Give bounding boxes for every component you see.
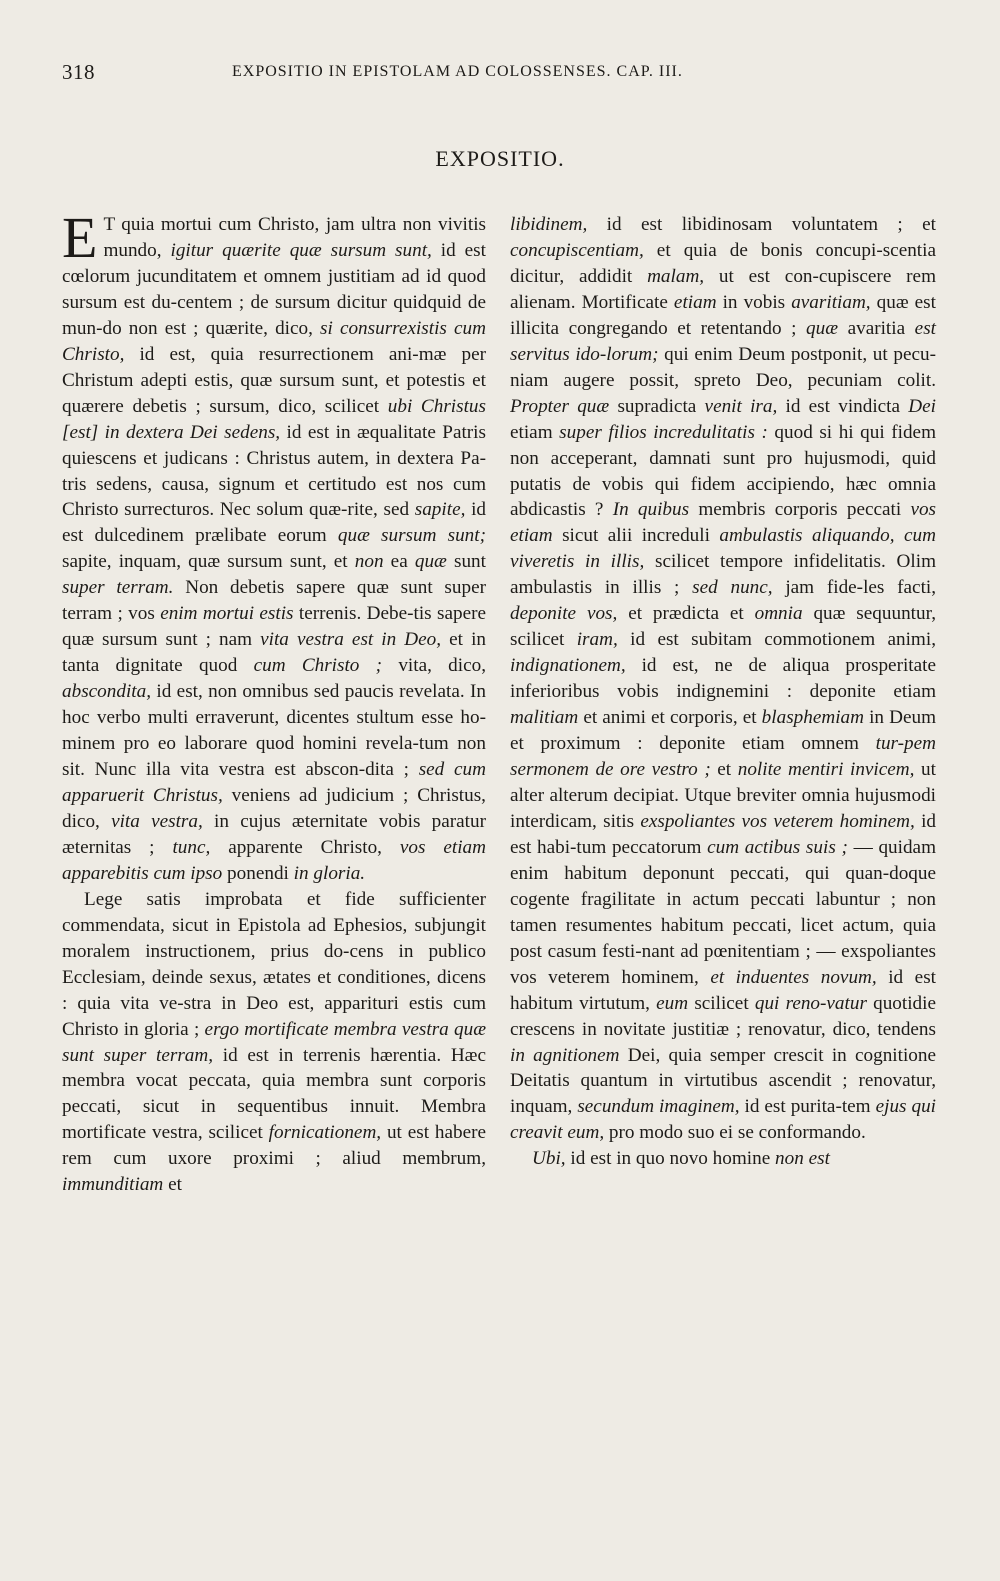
italic-run: In quibus <box>612 499 690 521</box>
text-run: sunt <box>446 551 486 573</box>
text-run: in Deum et proximum : deponite etiam omnem <box>510 707 936 755</box>
italic-run: tunc, <box>172 836 211 858</box>
page-number: 318 <box>62 60 95 84</box>
text-run: ut alter alterum decipiat. Utque breviter omnia hujusmodi interdicam, sitis <box>510 759 936 832</box>
italic-run: qui reno-vatur <box>754 992 867 1014</box>
text-run: avaritia <box>838 317 915 339</box>
text-run: id est, quia resurrectionem ani-mæ per Christum adepti estis, quæ sursum sunt, et potestis et quærere debetis ; sursum, dico, scilicet <box>62 343 486 417</box>
italic-run: non est <box>775 1148 830 1170</box>
text-run: et <box>163 1174 182 1196</box>
text-run: et animi et corporis, et <box>578 707 762 729</box>
text-run: Dei, quia semper crescit in cognitione Deitatis quantum in virtutibus ascendit ; renovatur, inquam, <box>510 1044 937 1118</box>
italic-run: ambulastis aliquando, cum viveretis in illis, <box>510 525 936 573</box>
italic-run: et induentes novum, <box>710 966 877 988</box>
text-run: T quia mortui cum Christo, jam ultra non vivitis mundo, <box>103 214 486 261</box>
text-run: etiam <box>510 421 560 443</box>
italic-run: ejus qui creavit eum, <box>510 1096 936 1144</box>
text-run: sapite, inquam, quæ sursum sunt, et <box>62 551 355 573</box>
italic-run: si consurrexistis cum Christo, <box>62 317 486 365</box>
italic-run: malitiam <box>510 707 579 729</box>
text-run: id est cœlorum jucunditatem et omnem justitiam ad id quod sursum est du-centem ; de sursum dicitur quidquid de mun-do non est ; quærite, dico, <box>62 239 486 339</box>
italic-run: cum Christo ; <box>253 655 383 677</box>
italic-run: indignationem, <box>510 655 626 677</box>
drop-cap: E <box>62 205 98 270</box>
italic-run: vos etiam <box>510 499 937 547</box>
text-run: supradicta <box>609 395 705 417</box>
paragraph <box>510 212 936 1146</box>
italic-run: enim mortui estis <box>160 603 294 625</box>
italic-run: super filios incredulitatis : <box>559 421 768 443</box>
text-run: ut est habere rem cum uxore proximi ; aliud membrum, <box>62 1122 486 1170</box>
italic-run: nolite mentiri invicem, <box>737 759 915 781</box>
text-run: scilicet tempore infidelitatis. Olim ambulastis in illis ; <box>510 551 936 599</box>
text-run: et <box>710 759 738 781</box>
italic-run: secundum imaginem, <box>577 1096 740 1118</box>
text-run: id est subitam commotionem animi, <box>617 629 936 651</box>
text-run: scilicet <box>688 992 755 1014</box>
italic-run: vita vestra, <box>111 810 203 832</box>
italic-run: malam, <box>647 265 705 287</box>
italic-run: igitur quærite quæ sursum sunt, <box>170 239 432 261</box>
running-head <box>62 60 932 90</box>
paragraph <box>62 205 487 887</box>
paragraph <box>62 887 486 1198</box>
italic-run: eum <box>656 992 689 1014</box>
italic-run: vita vestra est in Deo, <box>260 629 442 651</box>
italic-run: sed nunc, <box>692 577 773 599</box>
italic-run: in agnitionem <box>510 1044 620 1066</box>
text-run: id est, ne de aliqua prosperitate inferioribus vobis indignemini : deponite etiam <box>510 655 936 703</box>
text-run: id est in æqualitate Patris quiescens et judicans : Christus autem, in dextera Pa-tris sedens, causa, signum et certitudo est nos cum Christo surrecturos. Nec solum quæ-rite, sed <box>62 421 486 521</box>
paragraph-text <box>62 205 487 884</box>
left-column <box>62 205 487 1198</box>
italic-run: iram, <box>576 629 618 651</box>
italic-run: Propter quæ <box>510 395 610 417</box>
italic-run: est servitus ido-lorum; <box>510 317 936 365</box>
text-run: ut est con-cupiscere rem alienam. Mortificate <box>510 265 936 313</box>
italic-run: libidinem, <box>510 214 588 235</box>
italic-run: etiam <box>673 291 717 313</box>
italic-run: immunditiam <box>62 1174 164 1196</box>
italic-run: Ubi, <box>532 1148 566 1170</box>
text-run: id est habitum virtutum, <box>510 966 936 1014</box>
text-run: et in tanta dignitate quod <box>62 629 486 677</box>
text-run: membris corporis peccati <box>689 499 911 521</box>
italic-run: non <box>354 551 384 573</box>
italic-run: quæ <box>806 317 839 339</box>
text-run: id est, non omnibus sed paucis revelata. In hoc verbo multi erraverunt, dicentes stultum esse ho-minem pro eo laborare quod homini revela-tum non sit. Nunc illa vita vestra est abscon-dita ; <box>62 681 486 781</box>
text-run: quotidie crescens in novitate justitiæ ; renovatur, dico, tendens <box>510 992 936 1040</box>
italic-run: concupiscentiam, <box>510 239 644 261</box>
text-run: id est in quo novo homine <box>565 1148 776 1170</box>
text-run: id est dulcedinem prælibate eorum <box>62 499 486 547</box>
text-run: — quidam enim habitum deponunt peccati, qui quan-doque cogente fragilitate in actum peccati labuntur ; non tamen resumentes habitum peccati, licet actum, quia post casum festi-nant ad pœnitentiam ; — exspoliantes vos veterem hominem, <box>510 836 936 988</box>
italic-run: omnia <box>754 603 803 625</box>
italic-run: Dei <box>908 395 936 417</box>
text-run: id est purita-tem <box>739 1096 876 1118</box>
text-run: id est habi-tum peccatorum <box>510 810 936 858</box>
text-run: quod si hi qui fidem non acceperant, damnati sunt pro hujusmodi, quid putatis de vobis qui fidem accipiendo, hæc omnia abdicastis ? <box>510 421 936 521</box>
text-run: terrenis. Debe-tis sapere quæ sursum sunt ; nam <box>62 603 486 651</box>
italic-run: super terram. <box>62 577 174 599</box>
italic-run: vos etiam apparebitis cum ipso <box>62 836 487 884</box>
text-run: id est libidinosam voluntatem ; et <box>587 214 936 235</box>
text-run: quæ sequuntur, scilicet <box>510 603 936 651</box>
text-run: id est in terrenis hærentia. Hæc membra vocat peccata, quia membra sunt corporis peccati, sicut in sequentibus innuit. Membra mortificate vestra, scilicet <box>62 1044 486 1144</box>
italic-run: deponite vos, <box>510 603 618 625</box>
text-run: veniens ad judicium ; Christus, dico, <box>62 784 486 832</box>
text-run: quæ est illicita congregando et retentando ; <box>510 291 936 339</box>
text-run: qui enim Deum postponit, ut pecu-niam augere possit, spreto Deo, pecuniam colit. <box>510 343 936 391</box>
text-run: sicut alii increduli <box>552 525 720 547</box>
paragraph <box>510 1146 936 1172</box>
text-run: et quia de bonis concupi-scentia dicitur, addidit <box>510 239 936 287</box>
text-run: ea <box>383 551 415 573</box>
italic-run: sapite, <box>414 499 466 521</box>
right-column <box>510 212 936 1172</box>
section-title: EXPOSITIO. <box>435 146 565 171</box>
text-run: et prædicta et <box>617 603 755 625</box>
italic-run: quæ sursum sunt; <box>337 525 486 547</box>
italic-run: fornicationem, <box>268 1122 382 1144</box>
text-run: in vobis <box>716 291 792 313</box>
italic-run: tur-pem sermonem de ore vestro ; <box>510 733 936 781</box>
italic-run: blasphemiam <box>761 707 864 729</box>
italic-run: sed cum apparuerit Christus, <box>62 759 487 806</box>
text-run: Lege satis improbata et fide sufficienter commendata, sicut in Epistola ad Ephesios, subjungit moralem instructionem, prius do-cens in publico Ecclesiam, deinde sexus, ætates et conditiones, dicens : quia vita ve-stra in Deo est, apparituri estis cum Christo in gloria ; <box>62 888 486 1040</box>
italic-run: abscondita, <box>62 681 152 703</box>
italic-run: quæ <box>414 551 447 573</box>
text-run: apparente Christo, <box>210 836 400 858</box>
italic-run: ubi Christus [est] in dextera Dei sedens, <box>62 395 486 443</box>
text-run: vita, dico, <box>382 655 486 677</box>
text-run: id est vindicta <box>777 395 909 417</box>
italic-run: cum actibus suis ; <box>707 836 848 858</box>
italic-run: venit ira, <box>704 395 778 417</box>
italic-run: exspoliantes vos veterem hominem, <box>640 810 915 832</box>
text-run: jam fide-les facti, <box>772 577 937 599</box>
text-run: Non debetis sapere quæ sunt super terram ; vos <box>62 577 486 625</box>
italic-run: in gloria. <box>293 862 366 884</box>
text-run: ponendi <box>222 862 294 884</box>
text-run: in cujus æternitate vobis paratur æternitas ; <box>62 810 486 858</box>
running-head-title: EXPOSITIO IN EPISTOLAM AD COLOSSENSES. CAP. III. <box>232 63 683 80</box>
italic-run: ergo mortificate membra vestra quæ sunt super terram, <box>62 1018 486 1066</box>
text-run: pro modo suo ei se conformando. <box>604 1122 866 1144</box>
italic-run: avaritiam, <box>791 291 871 313</box>
